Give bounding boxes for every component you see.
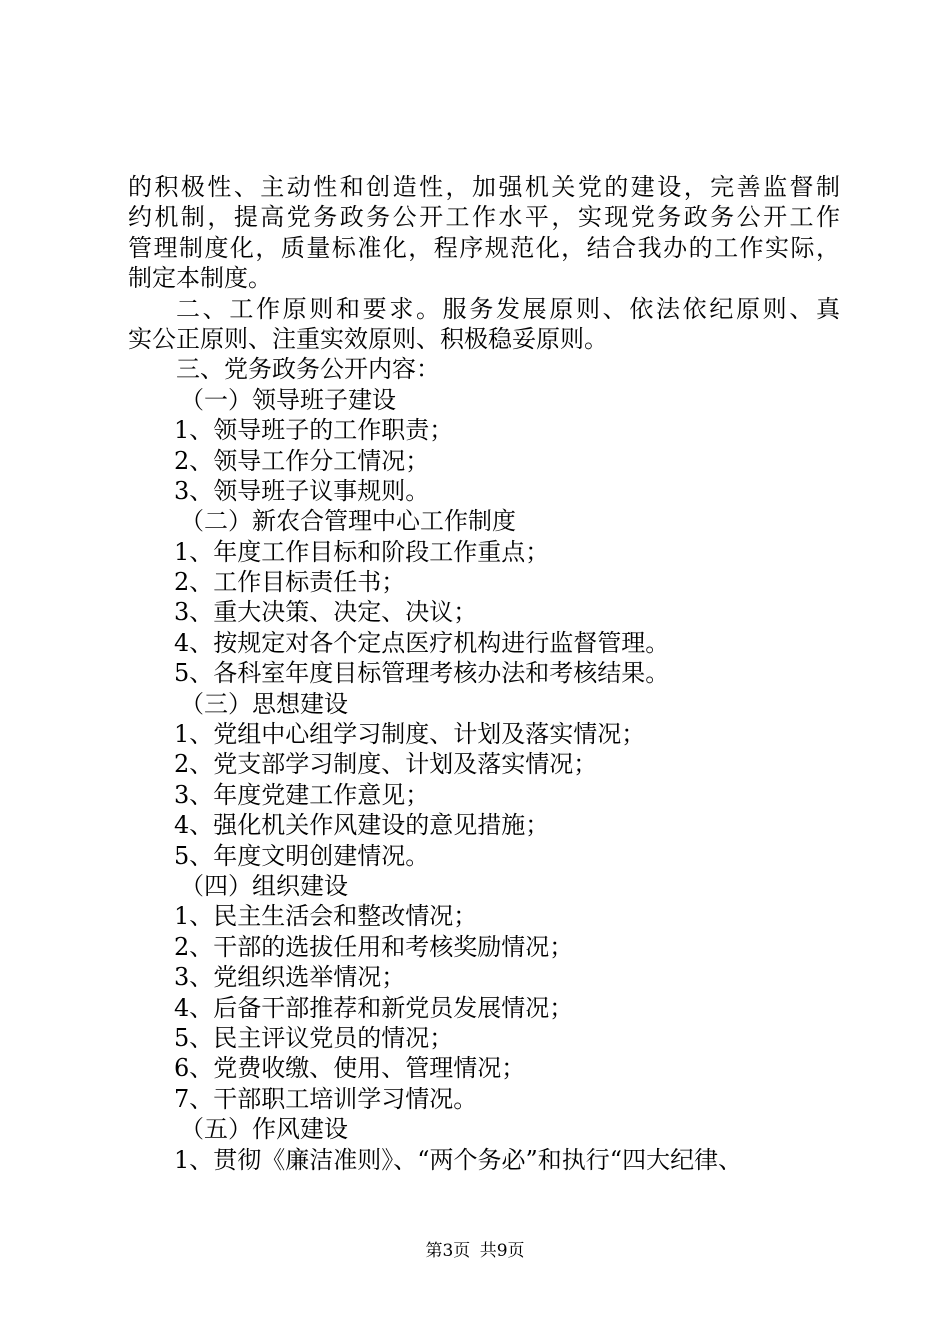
text-line: 5、年度文明创建情况。: [174, 841, 430, 870]
text-line: 管理制度化，质量标准化，程序规范化，结合我办的工作实际，: [128, 233, 840, 262]
text-line: （二）新农合管理中心工作制度: [180, 507, 516, 536]
text-line: 1、党组中心组学习制度、计划及落实情况；: [174, 720, 646, 749]
text-line: 1、年度工作目标和阶段工作重点；: [174, 537, 550, 566]
text-line: 4、强化机关作风建设的意见措施；: [174, 811, 550, 840]
text-line: 2、干部的选拔任用和考核奖励情况；: [174, 932, 574, 961]
text-line: 二、工作原则和要求。服务发展原则、依法依纪原则、真: [176, 294, 840, 323]
text-line: （五）作风建设: [180, 1115, 348, 1144]
text-line: 三、党务政务公开内容：: [176, 355, 440, 384]
text-line: 6、党费收缴、使用、管理情况；: [174, 1054, 526, 1083]
text-line: 实公正原则、注重实效原则、积极稳妥原则。: [128, 324, 608, 353]
text-line: 3、党组织选举情况；: [174, 963, 406, 992]
text-line: 5、民主评议党员的情况；: [174, 1023, 454, 1052]
text-line: 5、各科室年度目标管理考核办法和考核结果。: [174, 659, 670, 688]
page-total: 共9页: [479, 1241, 525, 1261]
page-footer: [0, 1240, 950, 1262]
text-line: （三）思想建设: [180, 689, 348, 718]
text-line: 2、党支部学习制度、计划及落实情况；: [174, 750, 598, 779]
text-line: 1、贯彻《廉洁准则》、“两个务必”和执行“四大纪律、: [174, 1145, 743, 1174]
text-line: 约机制，提高党务政务公开工作水平，实现党务政务公开工作: [128, 203, 840, 232]
text-line: 3、领导班子议事规则。: [174, 476, 430, 505]
text-line: 4、后备干部推荐和新党员发展情况；: [174, 993, 574, 1022]
text-line: 1、领导班子的工作职责；: [174, 416, 454, 445]
text-line: 1、民主生活会和整改情况；: [174, 902, 478, 931]
page-number: 第3页: [425, 1241, 471, 1261]
text-line: 2、工作目标责任书；: [174, 568, 406, 597]
text-line: （一）领导班子建设: [180, 385, 396, 414]
text-line: 4、按规定对各个定点医疗机构进行监督管理。: [174, 628, 670, 657]
text-line: 的积极性、主动性和创造性，加强机关党的建设，完善监督制: [128, 173, 840, 201]
text-line: 3、重大决策、决定、决议；: [174, 598, 478, 627]
text-line: 2、领导工作分工情况；: [174, 446, 430, 475]
document-body: [128, 172, 840, 1175]
text-line: 3、年度党建工作意见；: [174, 780, 430, 809]
text-line: 7、干部职工培训学习情况。: [174, 1084, 478, 1113]
text-line: （四）组织建设: [180, 871, 348, 900]
text-line: 制定本制度。: [128, 264, 272, 293]
